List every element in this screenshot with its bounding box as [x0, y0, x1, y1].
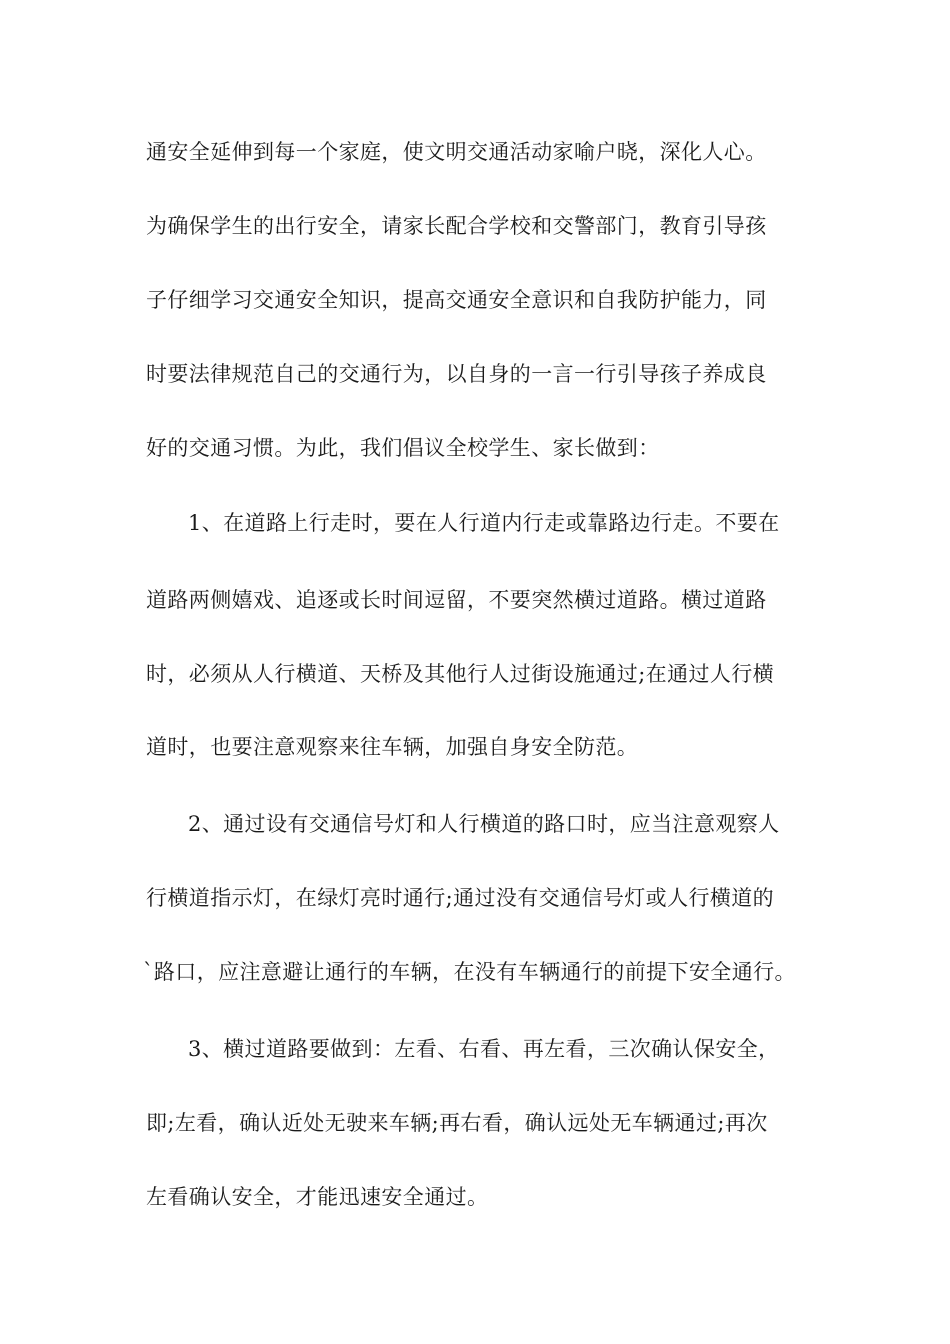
item-2-line-1: 2、通过设有交通信号灯和人行横道的路口时，应当注意观察人: [188, 812, 780, 836]
paragraph-line-2: 为确保学生的出行安全，请家长配合学校和交警部门，教育引导孩: [146, 214, 767, 238]
paragraph-line-3: 子仔细学习交通安全知识，提高交通安全意识和自我防护能力，同: [146, 288, 767, 312]
item-3-line-2: 即;左看，确认近处无驶来车辆;再右看，确认远处无车辆通过;再次: [146, 1111, 768, 1135]
paragraph-line-4: 时要法律规范自己的交通行为，以自身的一言一行引导孩子养成良: [146, 362, 767, 386]
item-3-line-1: 3、横过道路要做到：左看、右看、再左看，三次确认保安全，: [188, 1037, 780, 1061]
paragraph-line-5: 好的交通习惯。为此，我们倡议全校学生、家长做到：: [146, 436, 660, 460]
item-2-line-3: `路口，应注意避让通行的车辆，在没有车辆通行的前提下安全通行。: [143, 960, 796, 984]
item-2-line-2: 行横道指示灯，在绿灯亮时通行;通过没有交通信号灯或人行横道的: [146, 886, 775, 910]
item-1-line-1: 1、在道路上行走时，要在人行道内行走或靠路边行走。不要在: [188, 511, 780, 535]
item-1-line-4: 道时，也要注意观察来往车辆，加强自身安全防范。: [146, 735, 639, 759]
item-1-line-2: 道路两侧嬉戏、追逐或长时间逗留，不要突然横过道路。横过道路: [146, 588, 767, 612]
item-1-line-3: 时，必须从人行横道、天桥及其他行人过街设施通过;在通过人行横: [146, 662, 775, 686]
item-3-line-3: 左看确认安全，才能迅速安全通过。: [146, 1185, 489, 1209]
paragraph-line-1: 通安全延伸到每一个家庭，使文明交通活动家喻户晓，深化人心。: [146, 140, 767, 164]
